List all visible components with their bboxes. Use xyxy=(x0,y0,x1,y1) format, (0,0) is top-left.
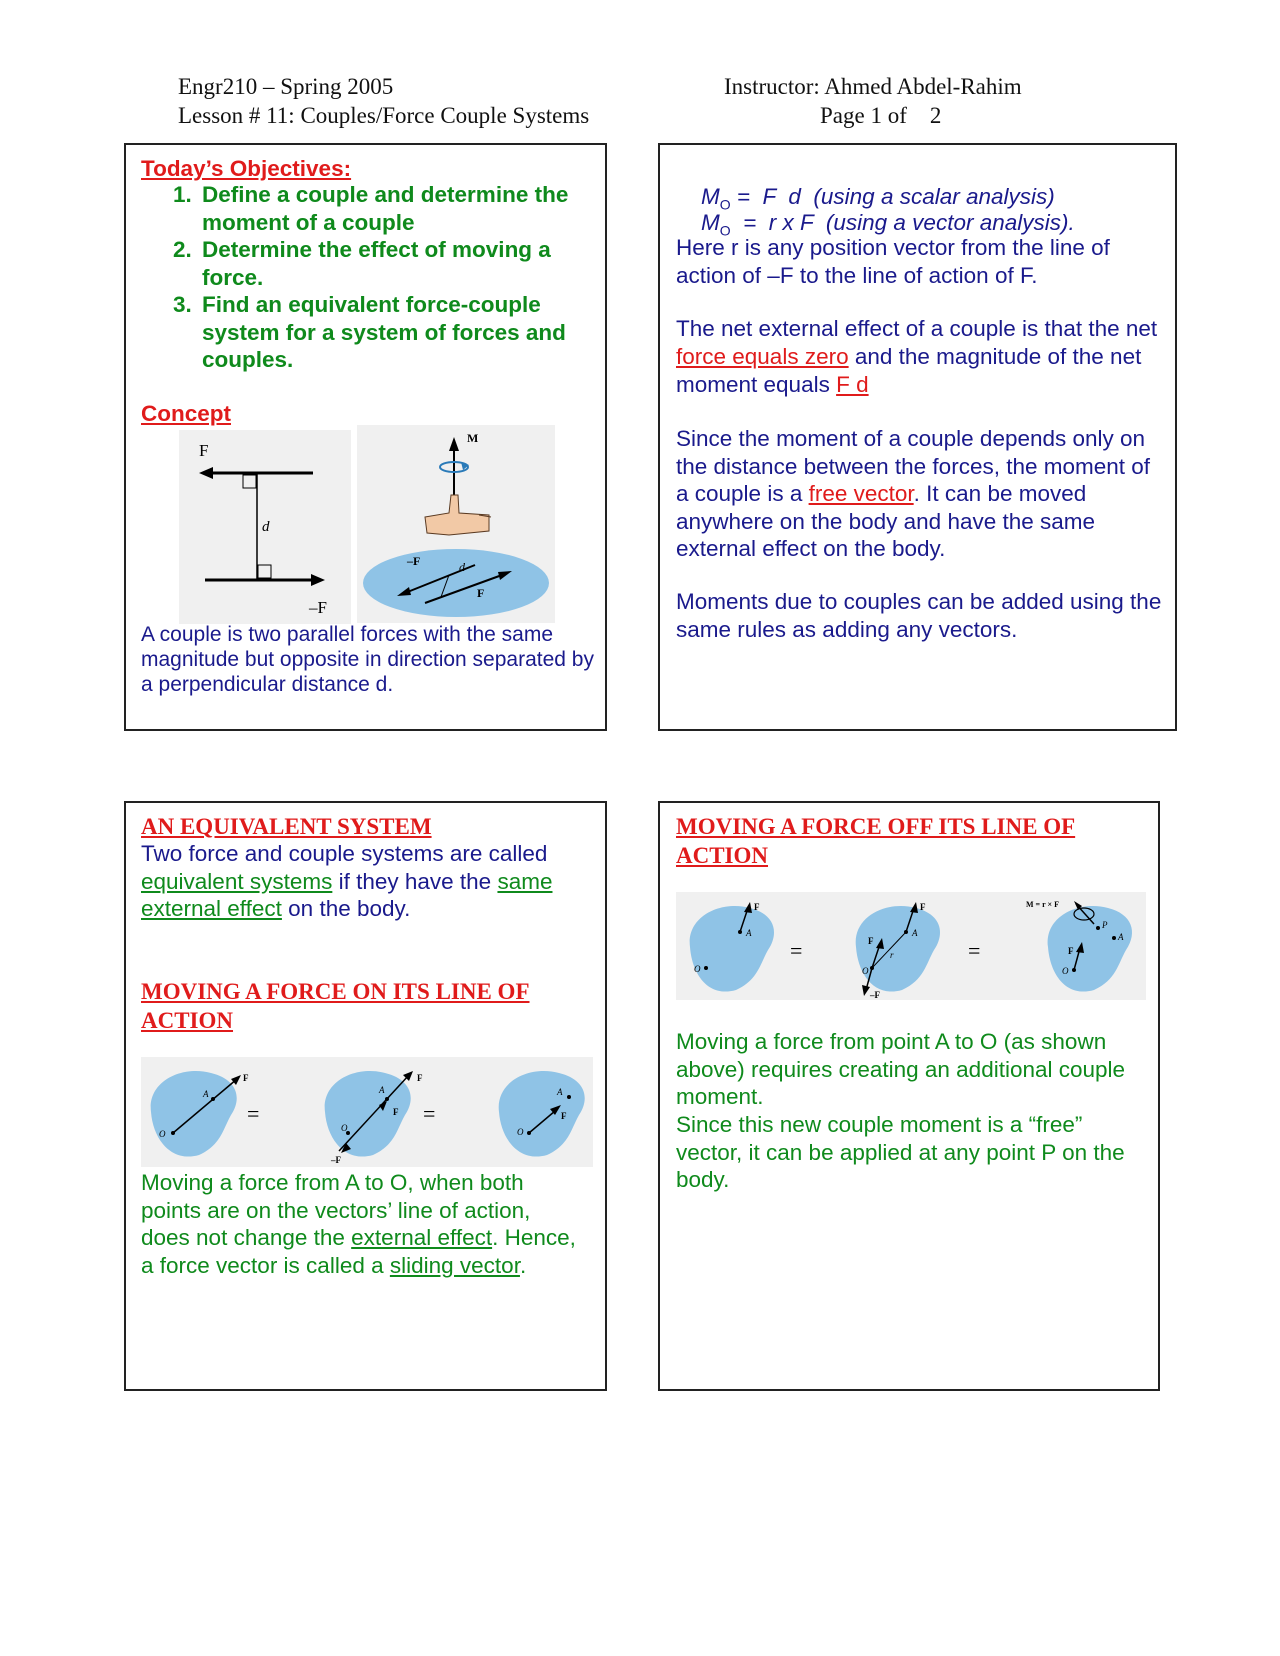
free-vector-part: Since the moment of a couple depends only on the distance between the forces, the moment of a couple is a xyxy=(676,426,1151,506)
objective-item: 2. Determine the effect of moving a force. xyxy=(198,236,596,291)
right-hand-rule-diagram xyxy=(357,425,555,623)
course-name: Engr210 – Spring 2005 xyxy=(178,74,394,99)
panel-objectives xyxy=(124,143,607,731)
sliding-vector-diagram xyxy=(141,1057,593,1167)
fig2-label-M: M xyxy=(467,431,479,445)
concept-title: Concept xyxy=(141,401,231,426)
title-line: ACTION xyxy=(676,843,769,868)
free-vector-application-text: Since this new couple moment is a “free” vector, it can be applied at any point P on the body. xyxy=(676,1112,1125,1192)
label-P: P xyxy=(1102,920,1108,930)
force-equals-zero-link: force equals zero xyxy=(676,344,849,369)
label-O: O xyxy=(862,966,869,976)
label-A: A xyxy=(1118,932,1124,942)
equivalent-part: on the body. xyxy=(281,896,411,921)
sliding-part: Moving a force from A to O, when both points are on the vectors’ line of action, does not change the xyxy=(141,1170,531,1250)
label-F: F xyxy=(920,902,926,912)
sliding-part: . Hence, a force vector is called a xyxy=(141,1225,576,1278)
title-line: MOVING A FORCE OFF ITS LINE OF xyxy=(676,814,1076,839)
panel-moving-force-off-line xyxy=(658,801,1160,1391)
fig1-label-negF: –F xyxy=(309,598,327,617)
label-A: A xyxy=(912,928,918,938)
label-F: F xyxy=(561,1111,567,1121)
equivalent-system-text xyxy=(141,840,591,923)
label-F: F xyxy=(868,936,874,946)
equals-sign: = xyxy=(968,938,981,963)
adding-moments-text: Moments due to couples can be added using the same rules as adding any vectors. xyxy=(676,589,1162,642)
fig2-label-d: d xyxy=(459,560,465,574)
net-effect-part: The net external effect of a couple is that the net xyxy=(676,316,1158,341)
force-couple-diagram xyxy=(676,892,1146,1000)
fd-link: F d xyxy=(836,372,869,397)
objectives-list xyxy=(126,181,596,374)
equivalent-part: Two force and couple systems are called xyxy=(141,841,548,866)
couple-moment-text: Moving a force from point A to O (as shown above) requires creating an additional couple moment. xyxy=(676,1029,1126,1109)
equals-sign: = xyxy=(790,938,803,963)
eq1-rhs: = F d (using a scalar analysis) xyxy=(730,184,1055,209)
label-r: r xyxy=(890,950,894,960)
label-O: O xyxy=(159,1129,166,1139)
label-O: O xyxy=(694,964,701,974)
equals-sign: = xyxy=(423,1101,436,1126)
moving-force-off-line-title xyxy=(676,812,1075,870)
instructor-header xyxy=(724,72,1022,130)
sliding-vector-text xyxy=(141,1169,581,1279)
fig2-label-F: F xyxy=(477,586,485,600)
objective-item: 1. Define a couple and determine the moment of a couple xyxy=(198,181,596,236)
eq2-rhs: = r x F (using a vector analysis). xyxy=(730,210,1075,235)
eq2-lhs: M xyxy=(701,210,720,235)
label-M: M = r × F xyxy=(1026,900,1059,909)
external-effect-link: external effect xyxy=(351,1225,493,1250)
couple-diagram xyxy=(179,430,351,624)
label-F: F xyxy=(754,902,760,912)
label-F: F xyxy=(243,1073,249,1083)
label-A: A xyxy=(379,1085,385,1095)
objectives-title: Today’s Objectives: xyxy=(141,156,352,181)
instructor-name: Instructor: Ahmed Abdel-Rahim xyxy=(724,74,1022,99)
equivalent-part: if they have the xyxy=(332,868,498,894)
panel-equivalent-system xyxy=(124,801,607,1391)
net-effect-text xyxy=(676,315,1166,399)
fig2-label-negF: –F xyxy=(407,554,421,568)
label-F: F xyxy=(1068,946,1074,956)
lesson-title: Lesson # 11: Couples/Force Couple Systems xyxy=(178,103,590,128)
eq2-sub: O xyxy=(719,222,731,239)
title-line: MOVING A FORCE ON ITS LINE OF xyxy=(141,979,530,1004)
fig1-label-d: d xyxy=(262,519,270,535)
moving-force-on-line-title xyxy=(141,977,530,1035)
same-external-effect-link: same external effect xyxy=(141,868,553,921)
free-vector-link: free vector xyxy=(808,481,914,506)
label-negF: –F xyxy=(331,1155,341,1165)
label-A: A xyxy=(203,1089,209,1099)
label-A: A xyxy=(557,1087,563,1097)
label-negF: –F xyxy=(870,990,880,1000)
label-O: O xyxy=(517,1127,524,1137)
label-A: A xyxy=(746,928,752,938)
couple-description: A couple is two parallel forces with the same magnitude but opposite in direction separated by a perpendicular distance d. xyxy=(141,623,594,696)
panel-moment-of-couple xyxy=(658,143,1177,731)
label-F: F xyxy=(417,1073,423,1083)
sliding-part: . xyxy=(519,1252,527,1278)
course-header xyxy=(178,72,589,130)
net-effect-part: and the magnitude of the net moment equals xyxy=(676,344,1142,397)
title-line: ACTION xyxy=(141,1008,234,1033)
page-number: Page 1 of 2 xyxy=(820,103,942,128)
equivalent-system-title: AN EQUIVALENT SYSTEM xyxy=(141,814,432,839)
objective-item: 3. Find an equivalent force-couple system for a system of forces and couples. xyxy=(198,291,596,374)
position-vector-text: Here r is any position vector from the line of action of –F to the line of action of F. xyxy=(676,235,1110,288)
equals-sign: = xyxy=(247,1101,260,1126)
label-O: O xyxy=(1062,966,1069,976)
sliding-vector-link: sliding vector xyxy=(389,1252,520,1278)
fig1-label-F: F xyxy=(199,441,209,460)
free-vector-part: . It can be moved anywhere on the body and have the same external effect on the body. xyxy=(676,481,1096,561)
label-O: O xyxy=(341,1123,348,1133)
eq1-sub: O xyxy=(719,196,731,213)
eq1-lhs: M xyxy=(701,184,720,209)
equivalent-systems-link: equivalent systems xyxy=(141,868,333,894)
free-vector-text xyxy=(676,425,1166,563)
label-F: F xyxy=(393,1107,399,1117)
